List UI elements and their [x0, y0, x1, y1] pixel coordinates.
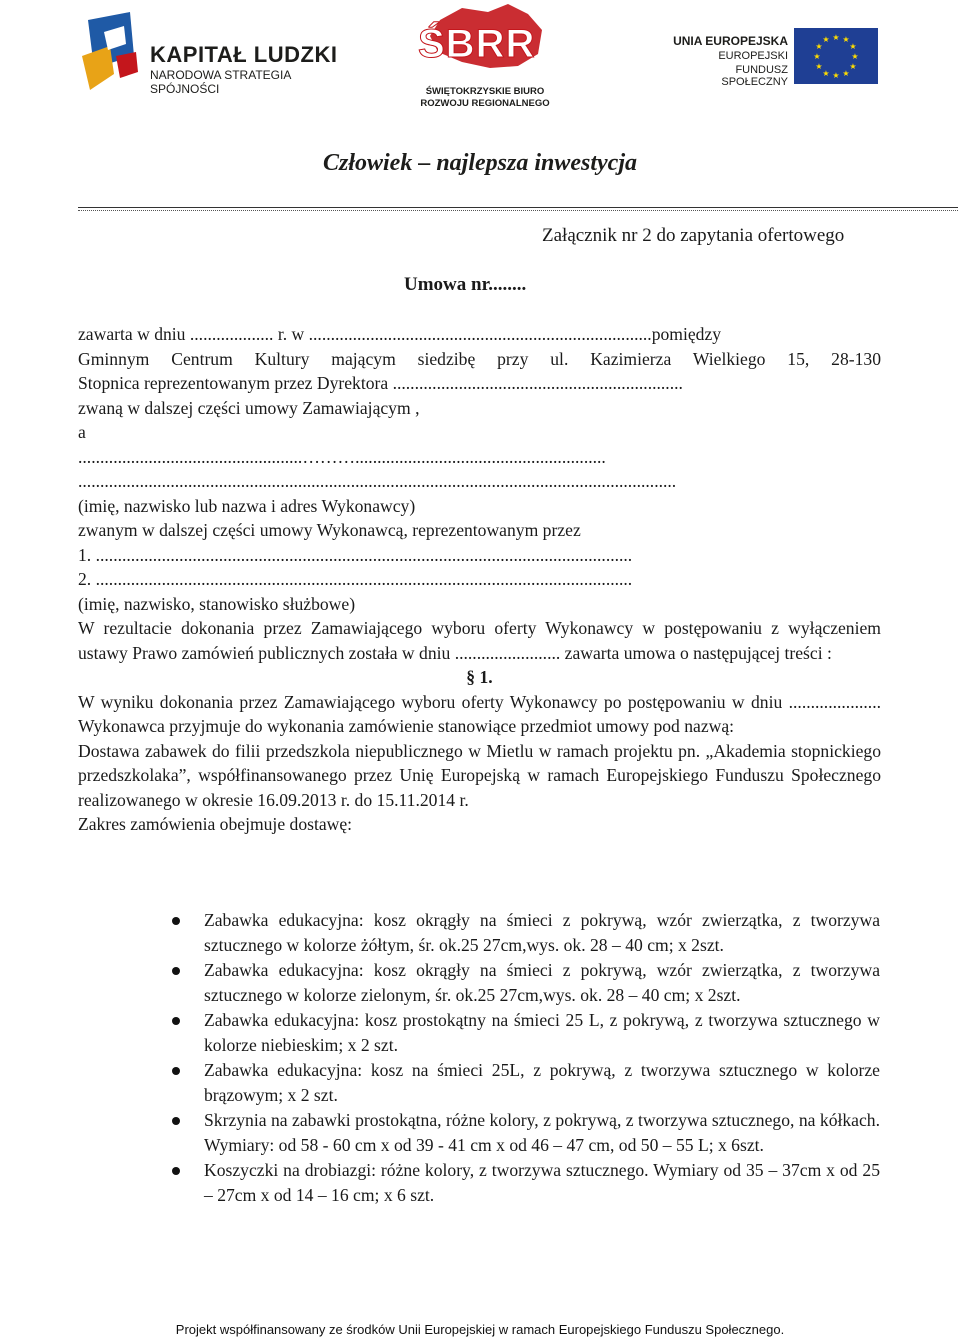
svg-text:★: ★ [822, 69, 830, 78]
svg-text:★: ★ [842, 35, 850, 44]
kapital-ludzki-subtitle: NARODOWA STRATEGIA SPÓJNOŚCI [150, 68, 291, 96]
slogan: Człowiek – najlepsza inwestycja [322, 150, 637, 176]
intro-line: (imię, nazwisko, stanowisko służbowe) [78, 593, 356, 614]
sbrr-title: ŚBRR [418, 22, 536, 66]
intro-line: Gminnym Centrum Kultury mającym siedzibę przy ul. Kazimierza Wielkiego 15, 28-130 [78, 348, 881, 369]
intro-line: Stopnica reprezentowanym przez Dyrektora .................................................................. [78, 373, 683, 393]
bullet-icon [172, 967, 180, 975]
list-item [172, 1008, 880, 1057]
svg-text:★: ★ [849, 42, 857, 51]
list-item [172, 1158, 880, 1207]
intro-line: zwaną w dalszej części umowy Zamawiającym , [78, 397, 420, 418]
svg-text:★: ★ [832, 33, 840, 42]
bullet-icon [172, 1167, 180, 1175]
item-text: Skrzynia na zabawki prostokątna, różne kolory, z pokrywą, z tworzywa sztucznego, na kółkach. Wymiary: od 58 - 60 cm x od 39 - 41 cm x od 46 – 47 cm, od 50 – 55 L; x 6szt. [204, 1110, 880, 1155]
svg-text:★: ★ [822, 35, 830, 44]
svg-text:★: ★ [849, 62, 857, 71]
list-item [172, 1108, 880, 1157]
intro-line: (imię, nazwisko lub nazwa i adres Wykonawcy) [78, 495, 416, 516]
list-item [172, 1058, 880, 1107]
intro-line: zawarta w dniu ................... r. w ..............................................................................pomiędzy [78, 324, 722, 344]
sbrr-line-1: ŚWIĘTOKRZYSKIE BIURO [425, 86, 545, 97]
section-paragraph: W wyniku dokonania przez Zamawiającego wyboru oferty Wykonawcy po postępowaniu w dniu ..................... Wykonawca przyjmuje do wykonania zamówienie stanowiące przedmiot umowy pod nazwą: [78, 691, 881, 736]
svg-text:★: ★ [815, 62, 823, 71]
intro-line: 2. .......................................................................................................................... [78, 569, 633, 589]
item-text: Koszyczki na drobiazgi: różne kolory, z tworzywa sztucznego. Wymiary od 35 – 37cm x od 25 – 27cm x od 14 – 16 cm; x 6 szt. [204, 1160, 880, 1205]
svg-text:★: ★ [842, 69, 850, 78]
bullet-icon [172, 1017, 180, 1025]
attachment-label: Załącznik nr 2 do zapytania ofertowego [542, 225, 845, 246]
eu-line-2: EUROPEJSKI [718, 50, 788, 62]
item-list [172, 908, 880, 1208]
sbrr-logo [410, 2, 560, 112]
header-divider-dotted [78, 210, 958, 211]
kapital-ludzki-logo [80, 12, 350, 96]
item-text: Zabawka edukacyjna: kosz okrągły na śmieci z pokrywą, wzór zwierzątka, z tworzywa sztucznego w kolorze żółtym, śr. ok.25 27cm,wys. ok. 28 – 40 cm; x 2szt. [204, 910, 880, 955]
svg-text:★: ★ [813, 52, 821, 61]
sbrr-line-2: ROZWOJU REGIONALNEGO [420, 98, 550, 109]
section-mark: § 1. [466, 667, 493, 687]
bullet-icon [172, 1117, 180, 1125]
contract-title: Umowa nr........ [404, 274, 527, 295]
item-text: Zabawka edukacyjna: kosz okrągły na śmieci z pokrywą, wzór zwierzątka, z tworzywa sztucznego w kolorze zielonym, śr. ok.25 27cm,wys. ok. 28 – 40 cm; x 2szt. [204, 960, 880, 1005]
page-footer: Projekt współfinansowany ze środków Unii Europejskiej w ramach Europejskiego Funduszu Społecznego. [175, 1322, 785, 1337]
eu-flag-icon [794, 28, 878, 84]
item-text: Zabawka edukacyjna: kosz na śmieci 25L, z pokrywą, z tworzywa sztucznego w kolorze brązowym; x 2 szt. [204, 1060, 880, 1105]
result-paragraph: W rezultacie dokonania przez Zamawiającego wyboru oferty Wykonawcy w postępowaniu z wyłączeniem ustawy Prawo zamówień publicznych została w dniu ........................ zawarta umowa o następującej treści : [78, 618, 881, 663]
kapital-ludzki-title: KAPITAŁ LUDZKI [150, 42, 338, 67]
intro-line: ...................................................………......................................................... [78, 446, 606, 467]
bullet-icon [172, 1067, 180, 1075]
eu-line-1: UNIA EUROPEJSKA [673, 34, 788, 48]
kapital-ludzki-emblem-icon [80, 12, 142, 92]
contract-intro [78, 322, 881, 837]
intro-line: 1. .......................................................................................................................... [78, 544, 633, 565]
intro-line: ........................................................................................................................................ [78, 471, 677, 491]
intro-line: a [78, 422, 86, 442]
svg-text:★: ★ [815, 42, 823, 51]
header-divider [78, 207, 958, 208]
svg-text:★: ★ [832, 71, 840, 80]
list-item [172, 958, 880, 1007]
eu-line-3: FUNDUSZ SPOŁECZNY [721, 64, 788, 88]
scope-intro: Zakres zamówienia obejmuje dostawę: [78, 814, 353, 834]
svg-text:★: ★ [851, 52, 859, 61]
list-item [172, 908, 880, 957]
eu-logo [670, 26, 880, 86]
intro-line: zwanym w dalszej części umowy Wykonawcą, reprezentowanym przez [78, 520, 581, 540]
logo-bar [0, 0, 960, 120]
item-text: Zabawka edukacyjna: kosz prostokątny na śmieci 25 L, z pokrywą, z tworzywa sztucznego w kolorze niebieskim; x 2 szt. [204, 1010, 880, 1055]
bullet-icon [172, 917, 180, 925]
subject-paragraph: Dostawa zabawek do filii przedszkola niepublicznego w Mietlu w ramach projektu pn. „Akademia stopnickiego przedszkolaka”, współfinansowanego przez Unię Europejską w ramach Europejskiego Funduszu Społecznego realizowanego w okresie 16.09.2013 r. do 15.11.2014 r. [78, 740, 881, 810]
